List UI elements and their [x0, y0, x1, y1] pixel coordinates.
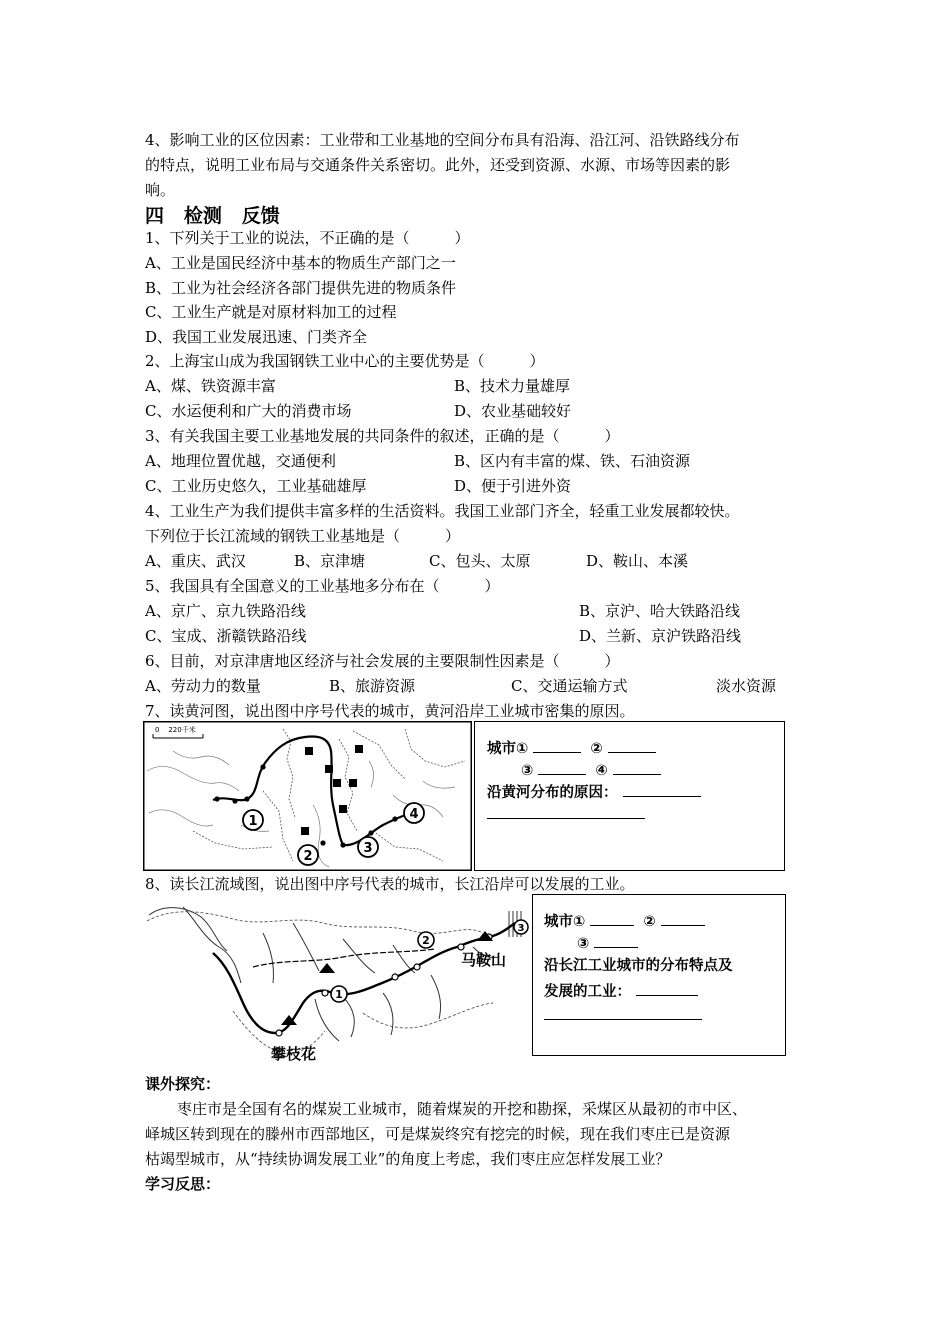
q8-city-label: 城市① — [544, 914, 586, 930]
q2-option-d[interactable]: D、农业基础较好 — [454, 402, 572, 420]
explore-line-1: 枣庄市是全国有名的煤炭工业城市，随着煤炭的开挖和勘探，采煤区从最初的市中区、 — [177, 1100, 748, 1118]
explore-line-3: 枯竭型城市，从“持续协调发展工业”的角度上考虑，我们枣庄应怎样发展工业？ — [145, 1150, 671, 1168]
section-title: 四 检测 反馈 — [145, 205, 280, 227]
q3-option-c[interactable]: C、工业历史悠久，工业基础雄厚 — [145, 477, 367, 495]
q6-option-b[interactable]: B、旅游资源 — [329, 677, 416, 695]
reflect-title: 学习反思： — [145, 1175, 221, 1193]
q7-city-label: 城市① — [487, 741, 529, 757]
q3-option-a[interactable]: A、地理位置优越，交通便利 — [145, 452, 336, 470]
q7-blank-3[interactable] — [538, 760, 586, 775]
q8-num-2: ② — [643, 914, 656, 930]
q7-stem: 7、读黄河图，说出图中序号代表的城市，黄河沿岸工业城市密集的原因。 — [145, 702, 635, 720]
place-label-panzhihua: 攀枝花 — [271, 1045, 317, 1063]
q7-blank-reason-2[interactable] — [487, 804, 645, 819]
svg-text:3: 3 — [517, 923, 525, 934]
map-marker-1 — [243, 810, 263, 830]
map-marker-4 — [404, 803, 424, 823]
q7-num-3: ③ — [521, 763, 534, 779]
map-marker-2 — [418, 932, 434, 948]
q4-option-c[interactable]: C、包头、太原 — [429, 552, 531, 570]
q8-feature-label-1: 沿长江工业城市的分布特点及 — [544, 958, 733, 974]
q1-option-b[interactable]: B、工业为社会经济各部门提供先进的物质条件 — [145, 279, 457, 297]
yangtze-river-map — [143, 893, 532, 1063]
q7-blank-1[interactable] — [533, 738, 581, 753]
q7-num-2: ② — [590, 741, 603, 757]
q8-blank-feature-2[interactable] — [544, 1005, 702, 1020]
q7-answer-box — [474, 721, 785, 871]
paragraph-4-line-1: 4、影响工业的区位因素：工业带和工业基地的空间分布具有沿海、沿江河、沿铁路线分布 — [145, 131, 740, 149]
q3-option-d[interactable]: D、便于引进外资 — [454, 477, 572, 495]
q1-option-a[interactable]: A、工业是国民经济中基本的物质生产部门之一 — [145, 254, 456, 272]
q8-blank-1[interactable] — [590, 911, 634, 926]
q3-stem: 3、有关我国主要工业基地发展的共同条件的叙述，正确的是（ ） — [145, 427, 620, 445]
map-marker-2 — [298, 845, 318, 865]
q3-option-b[interactable]: B、区内有丰富的煤、铁、石油资源 — [454, 452, 691, 470]
explore-title: 课外探究： — [145, 1075, 221, 1093]
q7-blank-4[interactable] — [613, 760, 661, 775]
q1-option-d[interactable]: D、我国工业发展迅速、门类齐全 — [145, 328, 368, 346]
svg-text:4: 4 — [409, 807, 419, 822]
svg-text:2: 2 — [422, 934, 430, 947]
q5-option-a[interactable]: A、京广、京九铁路沿线 — [145, 602, 306, 620]
q1-option-c[interactable]: C、工业生产就是对原材料加工的过程 — [145, 303, 397, 321]
yangtze-river-line — [213, 923, 515, 1033]
q4-stem-line-1: 4、工业生产为我们提供丰富多样的生活资料。我国工业部门齐全，轻重工业发展都较快。 — [145, 502, 740, 520]
q4-option-a[interactable]: A、重庆、武汉 — [145, 552, 246, 570]
triangle-marker-mid — [319, 963, 335, 973]
paragraph-4-line-3: 响。 — [145, 181, 176, 199]
q6-stem: 6、目前，对京津唐地区经济与社会发展的主要限制性因素是（ ） — [145, 652, 620, 670]
q7-reason-label: 沿黄河分布的原因： — [487, 785, 618, 801]
q8-feature-label-2: 发展的工业： — [544, 984, 631, 1000]
q8-answer-box — [532, 894, 786, 1056]
q5-option-c[interactable]: C、宝成、浙赣铁路沿线 — [145, 627, 307, 645]
svg-text:1: 1 — [248, 814, 258, 829]
q7-num-4: ④ — [595, 763, 608, 779]
q4-option-d[interactable]: D、鞍山、本溪 — [586, 552, 689, 570]
q8-blank-3[interactable] — [594, 933, 638, 948]
q6-option-c[interactable]: C、交通运输方式 — [511, 677, 628, 695]
map-scale-label: 0 220千米 — [155, 726, 196, 734]
q8-blank-feature[interactable] — [636, 981, 698, 996]
q8-blank-2[interactable] — [661, 911, 705, 926]
q7-blank-2[interactable] — [608, 738, 656, 753]
q2-stem: 2、上海宝山成为我国钢铁工业中心的主要优势是（ ） — [145, 352, 545, 370]
q2-option-b[interactable]: B、技术力量雄厚 — [454, 377, 571, 395]
q4-stem-line-2: 下列位于长江流域的钢铁工业基地是（ ） — [145, 527, 461, 545]
q2-option-a[interactable]: A、煤、铁资源丰富 — [145, 377, 276, 395]
q5-stem: 5、我国具有全国意义的工业基地多分布在（ ） — [145, 577, 500, 595]
q4-option-b[interactable]: B、京津塘 — [294, 552, 366, 570]
yellow-river-map — [143, 721, 472, 871]
q6-option-a[interactable]: A、劳动力的数量 — [145, 677, 261, 695]
paragraph-4-line-2: 的特点，说明工业布局与交通条件关系密切。此外，还受到资源、水源、市场等因素的影 — [145, 156, 731, 174]
q6-option-d[interactable]: 淡水资源 — [716, 677, 777, 695]
map-marker-3 — [358, 837, 378, 857]
svg-text:1: 1 — [335, 988, 343, 1001]
svg-text:3: 3 — [363, 841, 373, 856]
q8-stem: 8、读长江流域图，说出图中序号代表的城市，长江沿岸可以发展的工业。 — [145, 875, 635, 893]
q5-option-b[interactable]: B、京沪、哈大铁路沿线 — [579, 602, 741, 620]
map-marker-1 — [331, 986, 347, 1002]
explore-line-2: 峄城区转到现在的滕州市西部地区，可是煤炭终究有挖完的时候，现在我们枣庄已是资源 — [145, 1125, 731, 1143]
q2-option-c[interactable]: C、水运便利和广大的消费市场 — [145, 402, 352, 420]
map-marker-3 — [514, 920, 528, 934]
place-label-maanshan: 马鞍山 — [461, 951, 507, 969]
q1-stem: 1、下列关于工业的说法，不正确的是（ ） — [145, 229, 470, 247]
svg-text:2: 2 — [303, 849, 313, 864]
q7-blank-reason[interactable] — [623, 782, 701, 797]
q8-num-3: ③ — [577, 936, 590, 952]
q5-option-d[interactable]: D、兰新、京沪铁路沿线 — [579, 627, 742, 645]
